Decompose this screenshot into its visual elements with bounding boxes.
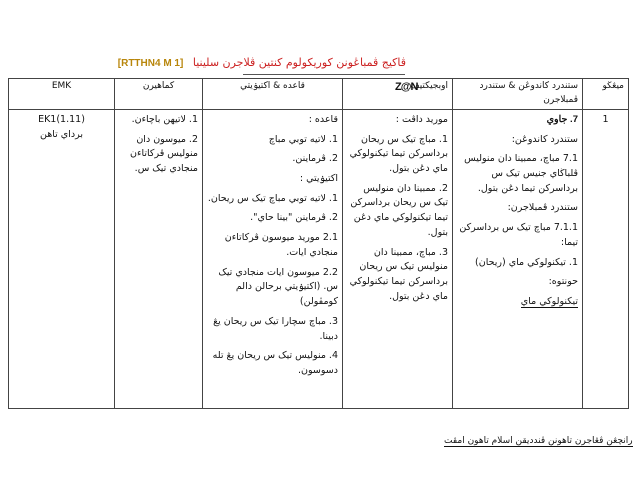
lesson-plan-table [8,78,629,409]
rules-item-2: 2. ڤرماينن. [292,153,338,165]
emk-text: برداي تاهن [40,128,83,140]
standards-title: 7. جاوي [546,113,578,125]
cell-emk [9,109,115,408]
header-code: [RTTHN4 M 1] [117,58,184,69]
objective-item-1: 1. مباچ تيک س ريحان برداسرکن تيما تيکنولوکي ماي دڠن بتول. [349,133,448,175]
skills-item-1: 1. لاتيهن باچاءن. [131,113,198,125]
objective-item-3: 3. مباچ، ممبينا دان منوليس تيک س ريحان برداسرکن تيما تيکنولوکي ماي دڠن بتول. [349,246,448,302]
header-skills: کماهيرن [115,79,203,110]
standards-content-text: 7.1 مباچ، ممبينا دان منوليس ڤلباڬاي جنيس تيک س برداسرکن تيما دڠن بتول. [464,153,578,194]
emk-code: EK1(1.11) [38,113,85,125]
standards-example-text: تيکنولوکي ماي [520,296,578,308]
activity-item-2-2: 2.2 ميوسون ايات منجادي تيک س. (اکتيۏيتي برحالن دالم کومڤولن) [218,266,338,308]
activity-item-2: 2. ڤرماينن "بينا حاي". [250,212,338,224]
activity-item-2-1: 2.1 موريد ميوسون ڤرکاتاءن منجادي ايات. [224,232,338,258]
cell-standards [453,109,583,408]
cell-rules [203,109,343,408]
rules-item-1: 1. لاتيه توبي مباچ [268,133,338,145]
activity-label: اکتيۏيتي : [299,173,338,185]
document-header [118,56,406,69]
header-rules: قاعده & اکتيۏيتي [203,79,343,110]
cell-objective [343,109,453,408]
footer [444,436,633,446]
footer-text: رانچڠن ڤڠاجرن تاهونن ڤندديقن اسلام تاهون امڤت [444,436,633,446]
cell-week: 1 [583,109,629,408]
header-week: ميڠڬو [583,79,629,110]
standards-content-label: ستندرد کاندوڠن: [511,133,578,145]
header-objective: اوبجيکتيف [343,79,453,110]
activity-item-4: 4. منوليس تيک س ريحان يڠ تله دسوسون. [212,350,338,376]
standards-theme-item: 1. تيکنولوکي ماي (ريحان) [475,256,578,268]
header-emk: EMK [9,79,115,110]
table-header-row [9,79,629,110]
activity-item-3: 3. مباچ سچارا تيک س ريحان يڠ دبينا. [213,315,338,342]
header-title: ڤاکيج ڤمباڠونن کوريکولوم کنتين ڤلاجرن سلينيا [192,56,406,69]
cell-skills [115,109,203,408]
activity-item-1: 1. لاتيه توبي مباچ تيک س ريحان. [207,192,338,204]
watermark-stamp: Z@N [395,81,418,93]
standards-learning-text: 7.1.1 مباچ تيک س برداسرکن تيما: [459,222,578,248]
table-row [9,109,629,408]
standards-learning-label: ستندرد ڤمبلاجرن: [507,202,578,214]
header-standards: ستندرد کاندوڠن & ستندرد ڤمبلاجرن [453,79,583,110]
objective-intro: موريد داڤت : [395,113,448,125]
header-underline [243,74,405,75]
rules-label: قاعده : [308,113,338,125]
standards-example-label: حونتوه: [548,276,578,288]
skills-item-2: 2. ميوسون دان منوليس ڤرکاتاءن منجادي تيک س. [130,133,198,175]
objective-item-2: 2. ممبينا دان منوليس تيک س ريحان برداسرکن تيما تيکنولوکي ماي دڠن بتول. [350,182,448,238]
